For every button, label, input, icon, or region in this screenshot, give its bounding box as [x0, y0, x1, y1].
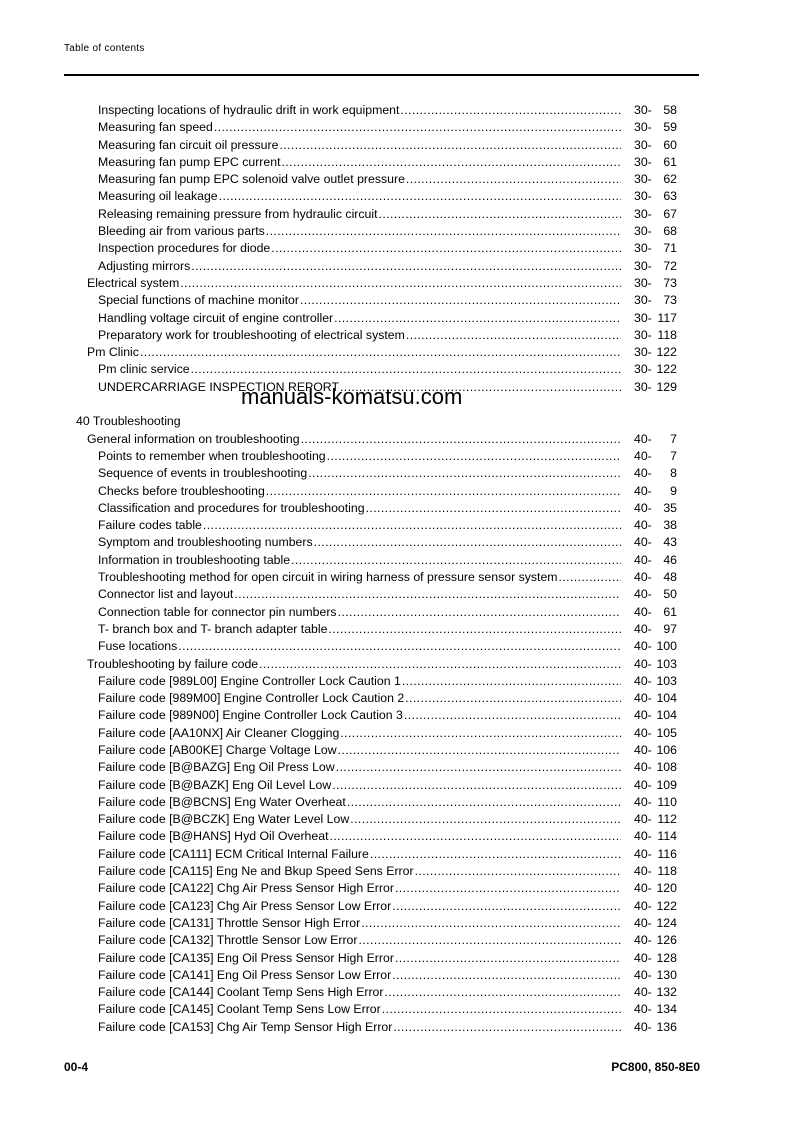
toc-entry-section: 30- — [634, 154, 652, 169]
toc-entry-page: 105 — [656, 725, 677, 740]
toc-entry-page: 103 — [656, 673, 677, 688]
toc-entry-page: 8 — [670, 466, 677, 481]
chapter-label: 40 Troubleshooting — [76, 413, 182, 430]
toc-group-30 — [0, 102, 794, 396]
toc-entry[interactable] — [0, 119, 794, 136]
toc-entry[interactable] — [0, 552, 794, 569]
toc-entry-section: 30- — [634, 345, 652, 360]
toc-entry-label: Failure code [989M00] Engine Controller Lock Caution 2 — [98, 690, 405, 707]
toc-entry-label: Troubleshooting method for open circuit in wiring harness of pressure sensor system — [98, 569, 559, 586]
toc-entry-label: Failure code [CA132] Throttle Sensor Low Error — [98, 932, 359, 949]
dot-leader — [332, 777, 621, 794]
toc-entry-label: Preparatory work for troubleshooting of electrical system — [98, 327, 406, 344]
toc-entry-section: 30- — [634, 120, 652, 135]
toc-entry-section: 40- — [634, 518, 652, 533]
toc-entry-section: 30- — [634, 310, 652, 325]
toc-entry-section: 40- — [634, 639, 652, 654]
toc-entry[interactable] — [0, 742, 794, 759]
toc-entry-label: Failure code [CA141] Eng Oil Press Sensor Low Error — [98, 967, 392, 984]
dot-leader — [392, 967, 621, 984]
toc-entry-label: Inspecting locations of hydraulic drift in work equipment — [98, 102, 400, 119]
toc-entry-label: Troubleshooting by failure code — [87, 656, 259, 673]
toc-entry-section: 40- — [634, 1002, 652, 1017]
toc-entry-section: 40- — [634, 500, 652, 515]
toc-entry[interactable] — [0, 604, 794, 621]
toc-entry[interactable] — [0, 1001, 794, 1018]
toc-entry-section: 30- — [634, 275, 652, 290]
toc-entry-page: 73 — [663, 275, 677, 290]
toc-entry-page: 128 — [656, 950, 677, 965]
dot-leader — [266, 483, 621, 500]
toc-entry-section: 40- — [634, 552, 652, 567]
toc-entry-section: 40- — [634, 466, 652, 481]
toc-entry-label: Points to remember when troubleshooting — [98, 448, 327, 465]
dot-leader — [140, 344, 621, 361]
toc-entry-page: 134 — [656, 1002, 677, 1017]
dot-leader — [559, 569, 621, 586]
dot-leader — [340, 725, 621, 742]
dot-leader — [400, 102, 621, 119]
toc-entry[interactable] — [0, 984, 794, 1001]
toc-entry[interactable] — [0, 794, 794, 811]
toc-entry-page: 38 — [663, 518, 677, 533]
toc-entry-label: Failure code [CA144] Coolant Temp Sens High Error — [98, 984, 384, 1001]
toc-entry-section: 40- — [634, 535, 652, 550]
toc-entry-page: 104 — [656, 691, 677, 706]
toc-entry-label: Electrical system — [87, 275, 180, 292]
toc-entry-label: Connection table for connector pin numbers — [98, 604, 338, 621]
toc-entry-label: Failure code [CA122] Chg Air Press Sensor High Error — [98, 880, 395, 897]
toc-entry[interactable] — [0, 569, 794, 586]
toc-entry-label: Failure code [B@HANS] Hyd Oil Overheat — [98, 828, 330, 845]
toc-entry-page: 129 — [656, 379, 677, 394]
toc-entry-label: T- branch box and T- branch adapter table — [98, 621, 328, 638]
toc-entry-label: Measuring oil leakage — [98, 188, 219, 205]
toc-entry[interactable] — [0, 777, 794, 794]
toc-entry-page: 35 — [663, 500, 677, 515]
toc-entry[interactable] — [0, 310, 794, 327]
dot-leader — [327, 448, 621, 465]
toc-entry-label: Sequence of events in troubleshooting — [98, 465, 308, 482]
dot-leader — [266, 223, 621, 240]
toc-entry[interactable] — [0, 240, 794, 257]
toc-entry-page: 7 — [670, 431, 677, 446]
dot-leader — [271, 240, 621, 257]
toc-entry-section: 30- — [634, 258, 652, 273]
dot-leader — [370, 846, 621, 863]
dot-leader — [415, 863, 621, 880]
toc-entry[interactable] — [0, 707, 794, 724]
toc-entry-page: 48 — [663, 570, 677, 585]
toc-entry-section: 40- — [634, 881, 652, 896]
toc-entry[interactable] — [0, 846, 794, 863]
toc-entry[interactable] — [0, 517, 794, 534]
toc-entry-section: 30- — [634, 379, 652, 394]
toc-entry-section: 40- — [634, 898, 652, 913]
toc-entry-page: 7 — [670, 448, 677, 463]
toc-entry-label: UNDERCARRIAGE INSPECTION REPORT — [98, 379, 340, 396]
toc-entry-section: 40- — [634, 604, 652, 619]
dot-leader — [395, 950, 621, 967]
dot-leader — [330, 828, 622, 845]
dot-leader — [191, 258, 621, 275]
toc-entry-label: Failure code [CA153] Chg Air Temp Sensor High Error — [98, 1019, 393, 1036]
toc-entry-label: Failure code [B@BAZG] Eng Oil Press Low — [98, 759, 336, 776]
toc-entry[interactable] — [0, 292, 794, 309]
toc-entry-label: Failure code [CA115] Eng Ne and Bkup Speed Sens Error — [98, 863, 415, 880]
toc-entry-page: 71 — [663, 241, 677, 256]
toc-entry-page: 124 — [656, 915, 677, 930]
toc-entry[interactable] — [0, 950, 794, 967]
toc-entry-page: 60 — [663, 137, 677, 152]
toc-entry-page: 58 — [663, 103, 677, 117]
dot-leader — [178, 638, 621, 655]
toc-entry-section: 40- — [634, 915, 652, 930]
toc-entry-section: 40- — [634, 691, 652, 706]
toc-entry[interactable] — [0, 327, 794, 344]
watermark-text: manuals-komatsu.com — [241, 384, 463, 410]
toc-entry-label: Pm Clinic — [87, 344, 140, 361]
toc-entry[interactable] — [0, 465, 794, 482]
toc-entry-page: 110 — [657, 794, 677, 809]
toc-entry-label: Failure code [B@BCZK] Eng Water Level Low — [98, 811, 350, 828]
toc-entry-section: 40- — [634, 742, 652, 757]
toc-entry-page: 97 — [663, 621, 677, 636]
toc-entry-label: Bleeding air from various parts — [98, 223, 266, 240]
dot-leader — [361, 915, 621, 932]
dot-leader — [180, 275, 621, 292]
toc-entry-section: 40- — [634, 950, 652, 965]
toc-entry-page: 62 — [663, 172, 677, 187]
toc-entry-page: 126 — [656, 933, 677, 948]
toc-entry[interactable] — [0, 638, 794, 655]
toc-chapter-heading[interactable] — [0, 413, 794, 430]
toc-entry-section: 40- — [634, 846, 652, 861]
dot-leader — [214, 119, 621, 136]
toc-entry-label: Handling voltage circuit of engine controller — [98, 310, 334, 327]
toc-entry-label: Symptom and troubleshooting numbers — [98, 534, 314, 551]
toc-entry-label: Special functions of machine monitor — [98, 292, 300, 309]
toc-entry[interactable] — [0, 188, 794, 205]
toc-entry-section: 40- — [634, 621, 652, 636]
toc-entry-label: Classification and procedures for troubleshooting — [98, 500, 366, 517]
toc-entry-section: 40- — [634, 933, 652, 948]
toc-entry-section: 40- — [634, 1019, 652, 1034]
toc-entry-page: 59 — [663, 120, 677, 135]
toc-entry[interactable] — [0, 1019, 794, 1036]
toc-entry[interactable] — [0, 586, 794, 603]
toc-entry-page: 50 — [663, 587, 677, 602]
toc-entry[interactable] — [0, 811, 794, 828]
toc-entry[interactable] — [0, 534, 794, 551]
header-rule — [64, 74, 699, 76]
toc-entry-label: Failure code [B@BAZK] Eng Oil Level Low — [98, 777, 332, 794]
dot-leader — [393, 1019, 621, 1036]
toc-entry[interactable] — [0, 206, 794, 223]
toc-entry-section: 40- — [634, 570, 652, 585]
dot-leader — [379, 206, 621, 223]
dot-leader — [392, 898, 621, 915]
toc-entry-section: 40- — [634, 967, 652, 982]
toc-entry-label: General information on troubleshooting — [87, 431, 301, 448]
toc-entry-page: 118 — [657, 327, 677, 342]
toc-entry-page: 73 — [663, 293, 677, 308]
toc-entry-label: Releasing remaining pressure from hydraulic circuit — [98, 206, 379, 223]
dot-leader — [338, 604, 621, 621]
toc-entry-page: 61 — [663, 154, 677, 169]
toc-entry[interactable] — [0, 154, 794, 171]
toc-entry-page: 130 — [656, 967, 677, 982]
dot-leader — [308, 465, 621, 482]
toc-entry-page: 122 — [656, 345, 677, 360]
toc-entry-page: 109 — [656, 777, 677, 792]
toc-entry[interactable] — [0, 880, 794, 897]
toc-entry[interactable] — [0, 915, 794, 932]
dot-leader — [405, 690, 621, 707]
toc-entry[interactable] — [0, 171, 794, 188]
toc-entry-section: 40- — [634, 864, 652, 879]
dot-leader — [402, 673, 621, 690]
dot-leader — [328, 621, 621, 638]
dot-leader — [279, 137, 621, 154]
toc-entry-label: Inspection procedures for diode — [98, 240, 271, 257]
toc-entry-page: 122 — [656, 362, 677, 377]
toc-entry[interactable] — [0, 759, 794, 776]
toc-entry-page: 9 — [670, 483, 677, 498]
running-header: Table of contents — [64, 43, 145, 54]
dot-leader — [219, 188, 621, 205]
toc-entry-page: 117 — [657, 310, 677, 325]
toc-entry-section: 40- — [634, 829, 652, 844]
toc-entry-section: 40- — [634, 431, 652, 446]
toc-entry-page: 112 — [657, 812, 677, 827]
toc-entry-page: 132 — [656, 985, 677, 1000]
toc-entry-label: Checks before troubleshooting — [98, 483, 266, 500]
toc-entry-section: 40- — [634, 673, 652, 688]
dot-leader — [406, 327, 621, 344]
toc-entry-section: 40- — [634, 985, 652, 1000]
toc-entry[interactable] — [0, 863, 794, 880]
toc-entry[interactable] — [0, 967, 794, 984]
toc-entry[interactable] — [0, 361, 794, 378]
toc-entry-page: 68 — [663, 224, 677, 239]
dot-leader — [300, 292, 621, 309]
toc-entry[interactable] — [0, 898, 794, 915]
toc-entry-page: 63 — [663, 189, 677, 204]
toc-entry[interactable] — [0, 258, 794, 275]
toc-entry-label: Adjusting mirrors — [98, 258, 191, 275]
toc-entry[interactable] — [0, 828, 794, 845]
toc-entry-section: 30- — [634, 189, 652, 204]
toc-entry-page: 100 — [656, 639, 677, 654]
toc-entry-section: 30- — [634, 103, 652, 117]
toc-entry-label: Fuse locations — [98, 638, 178, 655]
toc-entry-page: 46 — [663, 552, 677, 567]
toc-entry-section: 30- — [634, 362, 652, 377]
dot-leader — [347, 794, 621, 811]
toc-entry-label: Failure code [CA131] Throttle Sensor High Error — [98, 915, 361, 932]
toc-entry-section: 40- — [634, 708, 652, 723]
toc-entry-page: 108 — [656, 760, 677, 775]
toc-entry-section: 30- — [634, 172, 652, 187]
toc-entry-label: Failure code [CA145] Coolant Temp Sens Low Error — [98, 1001, 382, 1018]
toc-entry[interactable] — [0, 137, 794, 154]
dot-leader — [282, 154, 622, 171]
toc-entry[interactable] — [0, 690, 794, 707]
toc-entry[interactable] — [0, 102, 794, 119]
toc-entry-page: 103 — [656, 656, 677, 671]
toc-entry-section: 30- — [634, 241, 652, 256]
dot-leader — [314, 534, 621, 551]
dot-leader — [191, 361, 621, 378]
toc-entry-page: 116 — [657, 846, 677, 861]
toc-entry-label: Measuring fan speed — [98, 119, 214, 136]
dot-leader — [334, 310, 621, 327]
toc-entry[interactable] — [0, 673, 794, 690]
toc-entry-section: 40- — [634, 483, 652, 498]
toc-entry-page: 104 — [656, 708, 677, 723]
toc-entry-label: Failure code [CA111] ECM Critical Internal Failure — [98, 846, 370, 863]
toc-entry-page: 43 — [663, 535, 677, 550]
toc-entry-label: Connector list and layout — [98, 586, 234, 603]
toc-entry-label: Measuring fan circuit oil pressure — [98, 137, 279, 154]
toc-entry-label: Failure code [AB00KE] Charge Voltage Low — [98, 742, 338, 759]
toc-entry-section: 30- — [634, 137, 652, 152]
toc-entry-section: 30- — [634, 206, 652, 221]
toc-entry-page: 136 — [656, 1019, 677, 1034]
footer-model: PC800, 850-8E0 — [611, 1060, 700, 1074]
toc-entry-section: 30- — [634, 327, 652, 342]
dot-leader — [359, 932, 622, 949]
toc-entry-section: 40- — [634, 812, 652, 827]
toc-entry-page: 118 — [657, 864, 677, 879]
toc-entry-page: 61 — [663, 604, 677, 619]
table-of-contents — [0, 102, 794, 1036]
toc-entry-section: 40- — [634, 760, 652, 775]
dot-leader — [301, 431, 621, 448]
dot-leader — [203, 517, 621, 534]
toc-entry-label: Failure code [CA135] Eng Oil Press Sensor High Error — [98, 950, 395, 967]
toc-entry-label: Information in troubleshooting table — [98, 552, 291, 569]
toc-entry-page: 72 — [663, 258, 677, 273]
dot-leader — [382, 1001, 621, 1018]
toc-entry[interactable] — [0, 932, 794, 949]
dot-leader — [384, 984, 621, 1001]
toc-entry-page: 120 — [656, 881, 677, 896]
toc-entry-label: Measuring fan pump EPC solenoid valve outlet pressure — [98, 171, 406, 188]
dot-leader — [395, 880, 621, 897]
dot-leader — [338, 742, 621, 759]
toc-entry-section: 40- — [634, 656, 652, 671]
toc-entry-section: 30- — [634, 224, 652, 239]
toc-entry-page: 106 — [656, 742, 677, 757]
toc-entry-section: 40- — [634, 448, 652, 463]
toc-entry[interactable] — [0, 431, 794, 448]
footer-page-number: 00-4 — [64, 1060, 89, 1074]
toc-entry-section: 30- — [634, 293, 652, 308]
dot-leader — [350, 811, 621, 828]
toc-entry-label: Failure code [B@BCNS] Eng Water Overheat — [98, 794, 347, 811]
toc-entry-page: 122 — [656, 898, 677, 913]
toc-entry[interactable] — [0, 483, 794, 500]
toc-entry[interactable] — [0, 275, 794, 292]
toc-entry-label: Failure code [989L00] Engine Controller Lock Caution 1 — [98, 673, 402, 690]
dot-leader — [291, 552, 621, 569]
toc-entry[interactable] — [0, 448, 794, 465]
toc-entry-page: 114 — [657, 829, 677, 844]
toc-entry-section: 40- — [634, 725, 652, 740]
dot-leader — [404, 707, 621, 724]
dot-leader — [366, 500, 621, 517]
toc-entry-label: Failure code [AA10NX] Air Cleaner Clogging — [98, 725, 340, 742]
dot-leader — [336, 759, 621, 776]
toc-entry-section: 40- — [634, 794, 652, 809]
toc-entry-page: 67 — [663, 206, 677, 221]
dot-leader — [406, 171, 621, 188]
toc-group-40 — [0, 431, 794, 1036]
toc-entry-label: Failure code [989N00] Engine Controller Lock Caution 3 — [98, 707, 404, 724]
toc-entry-label: Pm clinic service — [98, 361, 191, 378]
toc-entry-label: Failure codes table — [98, 517, 203, 534]
toc-entry[interactable] — [0, 223, 794, 240]
toc-entry-label: Measuring fan pump EPC current — [98, 154, 282, 171]
toc-entry[interactable] — [0, 656, 794, 673]
dot-leader — [259, 656, 621, 673]
toc-entry[interactable] — [0, 344, 794, 361]
dot-leader — [234, 586, 621, 603]
toc-entry[interactable] — [0, 621, 794, 638]
toc-entry[interactable] — [0, 500, 794, 517]
toc-entry-label: Failure code [CA123] Chg Air Press Sensor Low Error — [98, 898, 392, 915]
toc-entry[interactable] — [0, 725, 794, 742]
toc-entry-section: 40- — [634, 777, 652, 792]
toc-entry-section: 40- — [634, 587, 652, 602]
